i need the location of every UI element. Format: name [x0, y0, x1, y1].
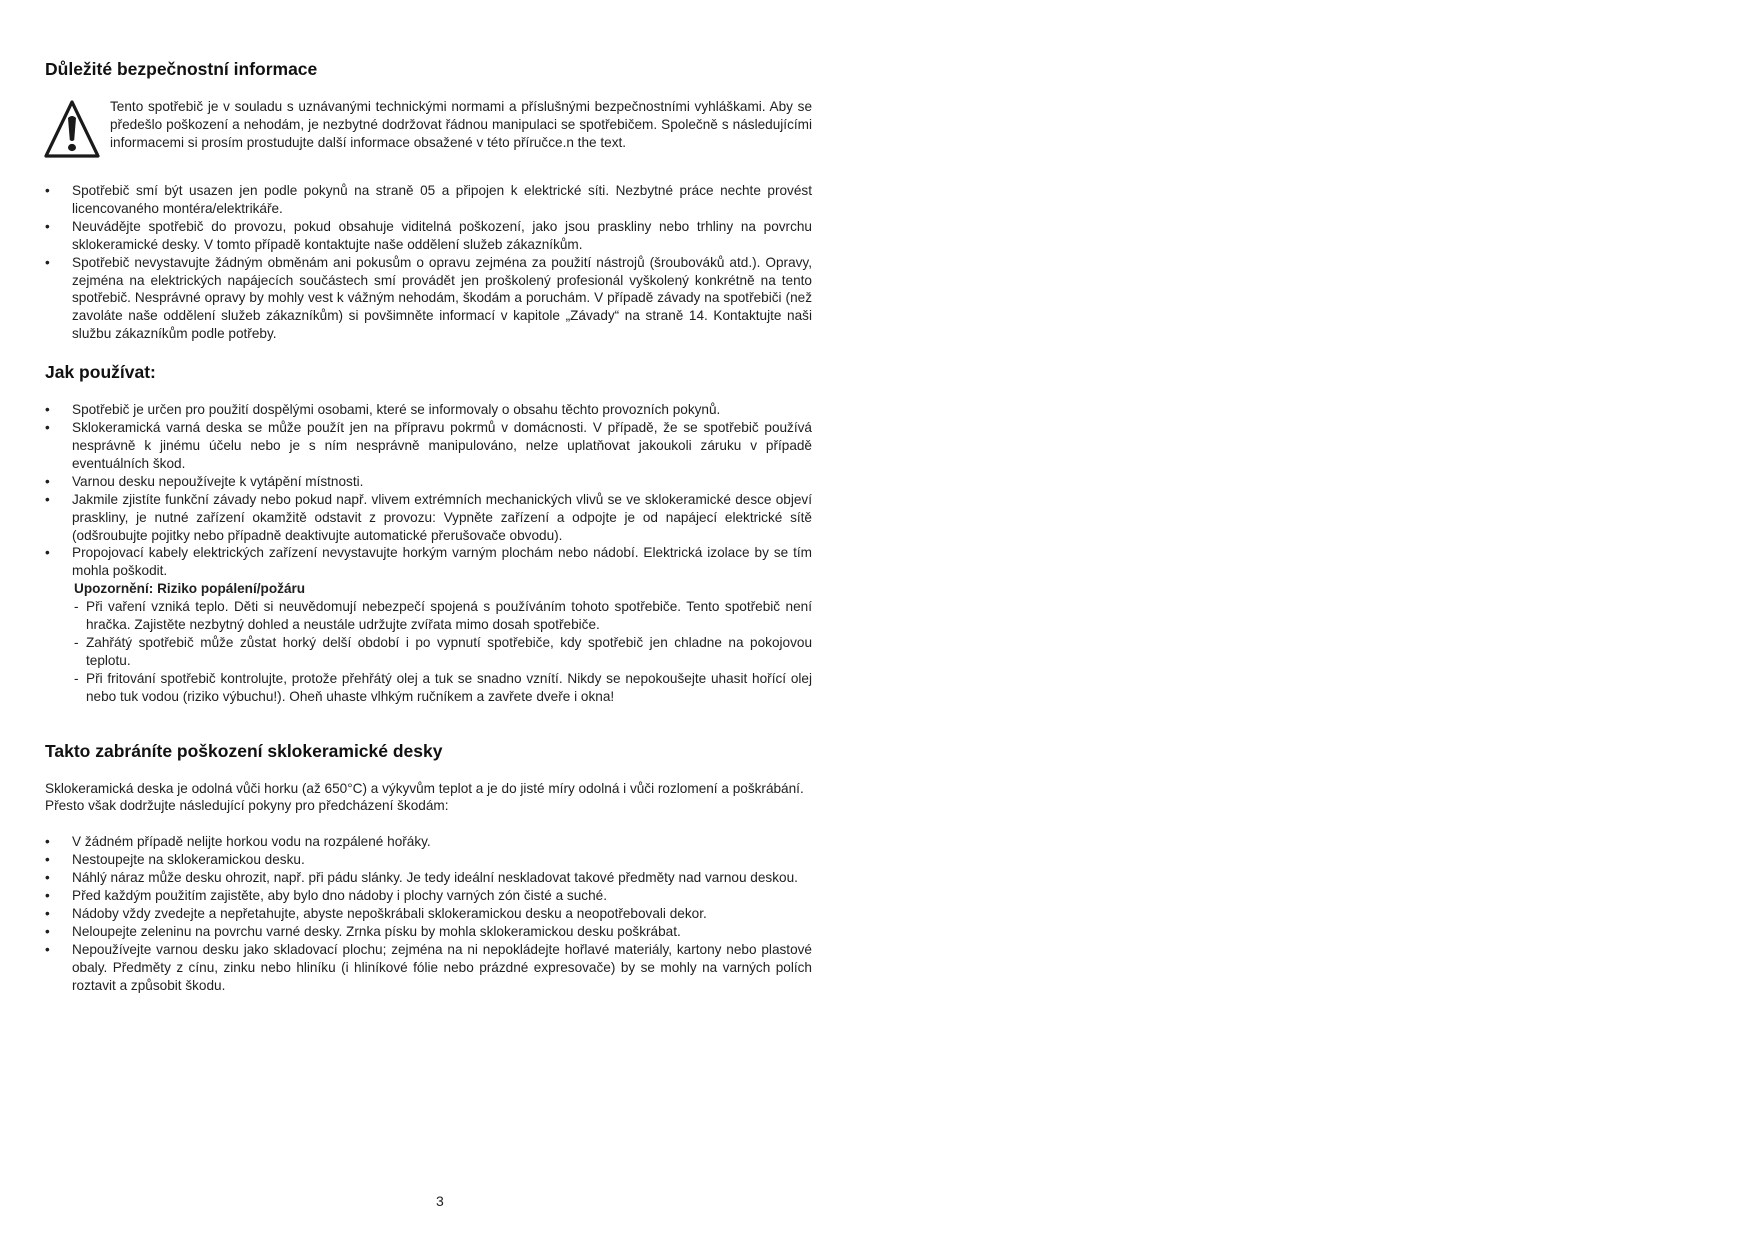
list-item: - Při vaření vzniká teplo. Děti si neuvědomují nebezpečí spojená s používáním tohoto spotřebiče. Tento spotřebič není hračka. Zajistěte nezbytný dohled a neustále udržujte zvířata mimo dosah spotřebiče. [74, 598, 812, 634]
list-item: • Nepoužívejte varnou desku jako skladovací plochu; zejména na ni nepokládejte hořlavé materiály, kartony nebo plastové obaly. Předměty z cínu, zinku nebo hliníku (i hliníkové fólie nebo prázdné expresovače) by se mohly na varných polích roztavit a způsobit škodu. [45, 941, 812, 995]
page-number: 3 [436, 1193, 444, 1209]
list-item: • Sklokeramická varná deska se může použít jen na přípravu pokrmů v domácnosti. V případě, že se spotřebič používá nesprávně k jinému účelu nebo je s ním nesprávně manipulováno, nelze uplatňovat jakoukoli záruku v případě eventuálních škod. [45, 419, 812, 473]
warning-triangle-icon [43, 98, 101, 162]
safety-intro-text: Tento spotřebič je v souladu s uznávanými technickými normami a příslušnými bezpečnostními vyhláškami. Aby se předešlo poškození a nehodám, je nezbytné dodržovat řádnou manipulaci se spotřebičem. Společně s následujícími informacemi si prosím prostudujte další informace obsažené v této příručce.n the text. [110, 99, 812, 150]
list-item: • V žádném případě nelijte horkou vodu na rozpálené hořáky. [45, 833, 812, 851]
section-title-safety: Důležité bezpečnostní informace [45, 59, 318, 79]
safety-list [45, 182, 812, 343]
burn-warning-block [45, 580, 812, 705]
section-title-damage-prevention: Takto zabráníte poškození sklokeramické desky [45, 740, 443, 761]
list-item: • Neloupejte zeleninu na povrchu varné desky. Zrnka písku by mohla sklokeramickou desku poškrábat. [45, 923, 812, 941]
usage-list [45, 401, 812, 580]
list-item: • Spotřebič smí být usazen jen podle pokynů na straně 05 a připojen k elektrické síti. Nezbytné práce nechte provést licencovaného montéra/elektrikáře. [45, 182, 812, 218]
damage-intro-note: Přesto však dodržujte následující pokyny pro předcházení škodám: [45, 798, 449, 814]
list-item: - Zahřátý spotřebič může zůstat horký delší období i po vypnutí spotřebiče, kdy spotřebič jen chladne na pokojovou teplotu. [74, 634, 812, 670]
list-item: • Náhlý náraz může desku ohrozit, např. při pádu slánky. Je tedy ideální neskladovat takové předměty nad varnou deskou. [45, 869, 812, 887]
list-item: • Neuvádějte spotřebič do provozu, pokud obsahuje viditelná poškození, jako jsou praskliny nebo trhliny na povrchu sklokeramické desky. V tomto případě kontaktujte naše oddělení služeb zákazníkům. [45, 218, 812, 254]
safety-intro-block [45, 98, 812, 162]
list-item: • Spotřebič je určen pro použití dospělými osobami, které se informovaly o obsahu těchto provozních pokynů. [45, 401, 812, 419]
list-item: • Varnou desku nepoužívejte k vytápění místnosti. [45, 473, 812, 491]
section-title-usage: Jak používat: [45, 362, 156, 383]
list-item: • Propojovací kabely elektrických zařízení nevystavujte horkým varným plochám nebo nádobí. Elektrická izolace by se tím mohla poškodit. [45, 544, 812, 580]
list-item: • Spotřebič nevystavujte žádným obměnám ani pokusům o opravu zejména za použití nástrojů (šroubováků atd.). Opravy, zejména na elektrických napájecích součástech smí provádět jen proškolený profesionál vyškolený konkrétně na tento spotřebič. Nesprávné opravy by mohly vest k vážným nehodám, škodám a poruchám. V případě závady na spotřebiči (než zavoláte naše oddělení služeb zákazníkům) si povšimněte informací v kapitole „Závady“ na straně 14. Kontaktujte naši službu zákazníkům podle potřeby. [45, 254, 812, 344]
burn-warning-list [74, 598, 812, 705]
damage-prevention-list [45, 833, 812, 994]
burn-warning-title: Upozornění: Riziko popálení/požáru [74, 581, 306, 597]
list-item: • Nádoby vždy zvedejte a nepřetahujte, abyste nepoškrábali sklokeramickou desku a neopotřebovali dekor. [45, 905, 812, 923]
list-item: • Nestoupejte na sklokeramickou desku. [45, 851, 812, 869]
list-item: - Při fritování spotřebič kontrolujte, protože přehřátý olej a tuk se snadno vznítí. Nikdy se nepokoušejte uhasit hořící olej nebo tuk vodou (riziko výbuchu!). Oheň uhaste vlhkým ručníkem a zavřete dveře i okna! [74, 670, 812, 706]
list-item: • Před každým použitím zajistěte, aby bylo dno nádoby i plochy varných zón čisté a suché. [45, 887, 812, 905]
damage-intro-paragraph: Sklokeramická deska je odolná vůči horku (až 650°C) a výkyvům teplot a je do jisté míry odolná i vůči rozlomení a poškrábání. [45, 780, 804, 796]
list-item: • Jakmile zjistíte funkční závady nebo pokud např. vlivem extrémních mechanických vlivů se ve sklokeramické desce objeví praskliny, je nutné zařízení okamžitě odstavit z provozu: Vypněte zařízení a odpojte je od napájecí elektrické sítě (odšroubujte pojitky nebo případně deaktivujte automatické přerušovače obvodu). [45, 491, 812, 545]
text-column [45, 58, 812, 995]
